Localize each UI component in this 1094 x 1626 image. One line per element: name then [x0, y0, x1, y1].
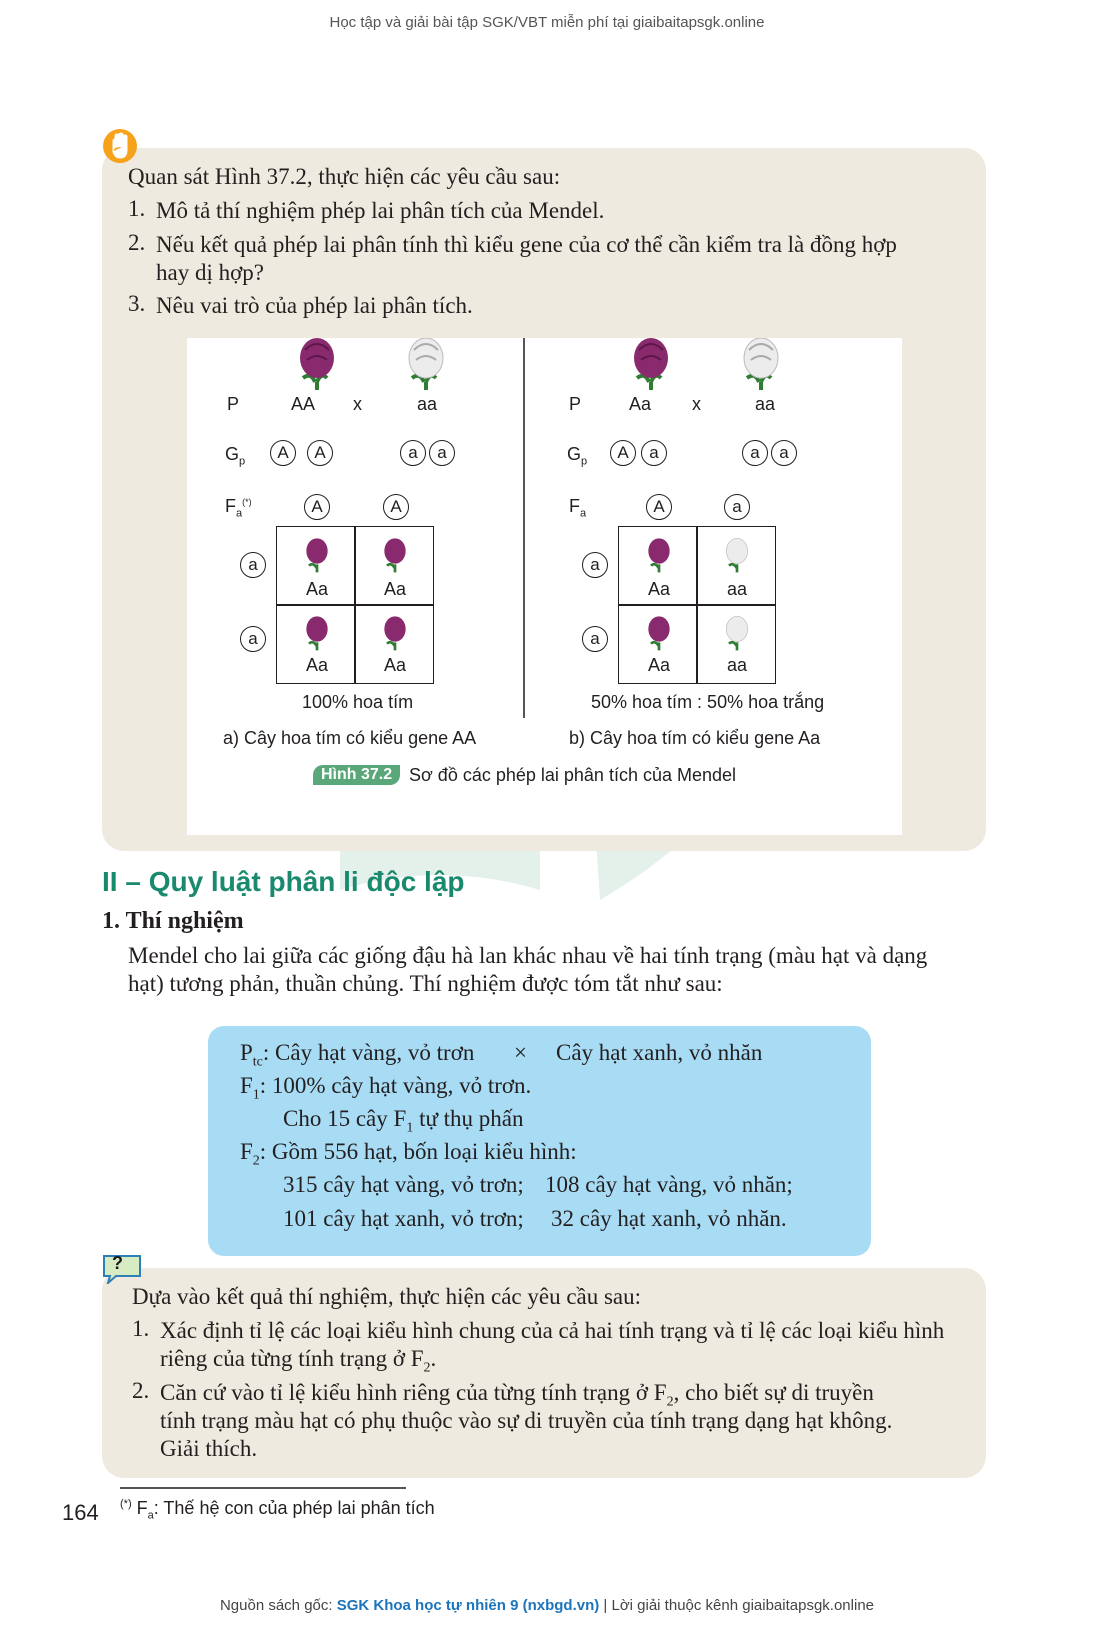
parent-1-genotype: Aa — [629, 394, 652, 414]
item-number: 3. — [128, 291, 146, 316]
right-result: 50% hoa tím : 50% hoa trắng — [591, 692, 825, 712]
fa-label: $F_a^{(*)}$ — [225, 496, 252, 520]
parent-2-genotype: aa — [755, 394, 776, 414]
punnett-cell: aa — [696, 604, 776, 684]
paragraph-line: hạt) tương phản, thuần chủng. Thí nghiệm được tóm tắt như sau: — [128, 971, 723, 996]
f2-phenotype: 101 cây hạt xanh, vỏ trơn; — [283, 1206, 524, 1231]
page-footer: Nguồn sách gốc: SGK Khoa học tự nhiên 9 (nxbgd.vn) | Lời giải thuộc kênh giaibaitapsgk.online — [219, 1597, 875, 1614]
purple-flower-icon — [301, 611, 333, 655]
item-number: 2. — [132, 1378, 150, 1403]
gamete: a — [641, 440, 667, 466]
paragraph-line: Mendel cho lai giữa các giống đậu hà lan khác nhau về hai tính trạng (màu hạt và dạng — [128, 943, 928, 968]
purple-flower-icon — [643, 533, 675, 577]
f2-phenotype: 32 cây hạt xanh, vỏ nhăn. — [551, 1206, 787, 1231]
column-gamete: A — [383, 494, 409, 520]
hand-icon — [102, 128, 138, 164]
page-number: 164 — [62, 1500, 99, 1525]
row-gamete: a — [240, 626, 266, 652]
page-header: Học tập và giải bài tập SGK/VBT miễn phí tại giaibaitapsgk.online — [329, 14, 765, 31]
column-gamete: a — [724, 494, 750, 520]
item-number: 2. — [128, 230, 146, 255]
punnett-cell: aa — [696, 526, 776, 606]
footnote: (*) $F_a$: Thế hệ con của phép lai phân tích — [120, 1498, 435, 1522]
p-label: P — [227, 394, 240, 414]
white-flower-icon — [721, 611, 753, 655]
subsection-title: 1. Thí nghiệm — [102, 908, 244, 934]
gp-label: $G_p$ — [567, 444, 588, 468]
column-gamete: A — [304, 494, 330, 520]
activity-item-2: Nếu kết quả phép lai phân tính thì kiểu gene của cơ thể cần kiểm tra là đồng hợp — [156, 232, 897, 257]
row-gamete: a — [240, 552, 266, 578]
white-flower-icon — [721, 533, 753, 577]
question-2-cont: tính trạng màu hạt có phụ thuộc vào sự di truyền của tính trạng dạng hạt không. — [160, 1408, 893, 1433]
f1-line: $F_1$: 100% cây hạt vàng, vỏ trơn. — [240, 1073, 532, 1103]
gamete: a — [771, 440, 797, 466]
p-label: P — [569, 394, 582, 414]
item-number: 1. — [128, 196, 146, 221]
punnett-cell: Aa — [276, 604, 356, 684]
punnett-square — [618, 526, 776, 684]
figure-number-tag: Hình 37.2 — [313, 765, 400, 785]
cross-symbol: x — [692, 394, 701, 414]
question-2-cont: Giải thích. — [160, 1436, 258, 1461]
ptc-right: Cây hạt xanh, vỏ nhăn — [556, 1040, 763, 1065]
row-gamete: a — [582, 626, 608, 652]
parent-2-genotype: aa — [417, 394, 438, 414]
gamete: a — [742, 440, 768, 466]
figure-37-2 — [187, 338, 902, 835]
self-pollination-line: Cho 15 cây $F_1$ tự thụ phấn — [283, 1106, 524, 1136]
white-flower-icon — [737, 338, 785, 390]
f2-phenotype: 315 cây hạt vàng, vỏ trơn; — [283, 1172, 524, 1197]
footnote-divider — [120, 1487, 406, 1489]
activity-item-2-cont: hay dị hợp? — [156, 260, 264, 285]
activity-item-1: Mô tả thí nghiệm phép lai phân tích của Mendel. — [156, 198, 605, 223]
purple-flower-icon — [643, 611, 675, 655]
gamete: a — [429, 440, 455, 466]
cross-symbol: x — [353, 394, 362, 414]
white-flower-icon — [402, 338, 450, 390]
punnett-cell: Aa — [618, 526, 698, 606]
source-link[interactable]: SGK Khoa học tự nhiên 9 (nxbgd.vn) — [336, 1597, 600, 1614]
left-result: 100% hoa tím — [302, 692, 414, 712]
cross-symbol: × — [514, 1040, 527, 1065]
right-caption: b) Cây hoa tím có kiểu gene Aa — [569, 728, 821, 748]
figure-divider — [523, 338, 525, 718]
activity-intro: Quan sát Hình 37.2, thực hiện các yêu cầu sau: — [128, 164, 561, 189]
gamete: a — [400, 440, 426, 466]
purple-flower-icon — [379, 533, 411, 577]
punnett-cell: Aa — [276, 526, 356, 606]
question-1-cont: riêng của từng tính trạng ở $F_2$. — [160, 1346, 437, 1376]
question-icon-glyph: ? — [112, 1253, 123, 1273]
purple-flower-icon — [301, 533, 333, 577]
purple-flower-icon — [627, 338, 675, 390]
question-2: Căn cứ vào tỉ lệ kiểu hình riêng của từng tính trạng ở $F_2$, cho biết sự di truyền — [160, 1380, 874, 1410]
f2-line: $F_2$: Gồm 556 hạt, bốn loại kiểu hình: — [240, 1139, 577, 1169]
punnett-cell: Aa — [618, 604, 698, 684]
gp-label: $G_p$ — [225, 444, 246, 468]
question-1: Xác định tỉ lệ các loại kiểu hình chung của cả hai tính trạng và tỉ lệ các loại kiểu hình — [160, 1318, 945, 1343]
row-gamete: a — [582, 552, 608, 578]
left-caption: a) Cây hoa tím có kiểu gene AA — [223, 728, 477, 748]
purple-flower-icon — [293, 338, 341, 390]
question-intro: Dựa vào kết quả thí nghiệm, thực hiện các yêu cầu sau: — [132, 1284, 642, 1309]
punnett-square — [276, 526, 434, 684]
gamete: A — [610, 440, 636, 466]
purple-flower-icon — [379, 611, 411, 655]
f2-phenotype: 108 cây hạt vàng, vỏ nhăn; — [545, 1172, 793, 1197]
punnett-cell: Aa — [354, 604, 434, 684]
ptc-line: $P_{tc}$: Cây hạt vàng, vỏ trơn — [240, 1040, 475, 1070]
fa-label: $F_a$ — [569, 496, 587, 520]
figure-title: Sơ đồ các phép lai phân tích của Mendel — [409, 765, 737, 785]
gamete: A — [307, 440, 333, 466]
column-gamete: A — [646, 494, 672, 520]
gamete: A — [270, 440, 296, 466]
punnett-cell: Aa — [354, 526, 434, 606]
parent-1-genotype: AA — [291, 394, 316, 414]
item-number: 1. — [132, 1316, 150, 1341]
section-title: II – Quy luật phân li độc lập — [102, 866, 465, 897]
activity-item-3: Nêu vai trò của phép lai phân tích. — [156, 293, 473, 318]
